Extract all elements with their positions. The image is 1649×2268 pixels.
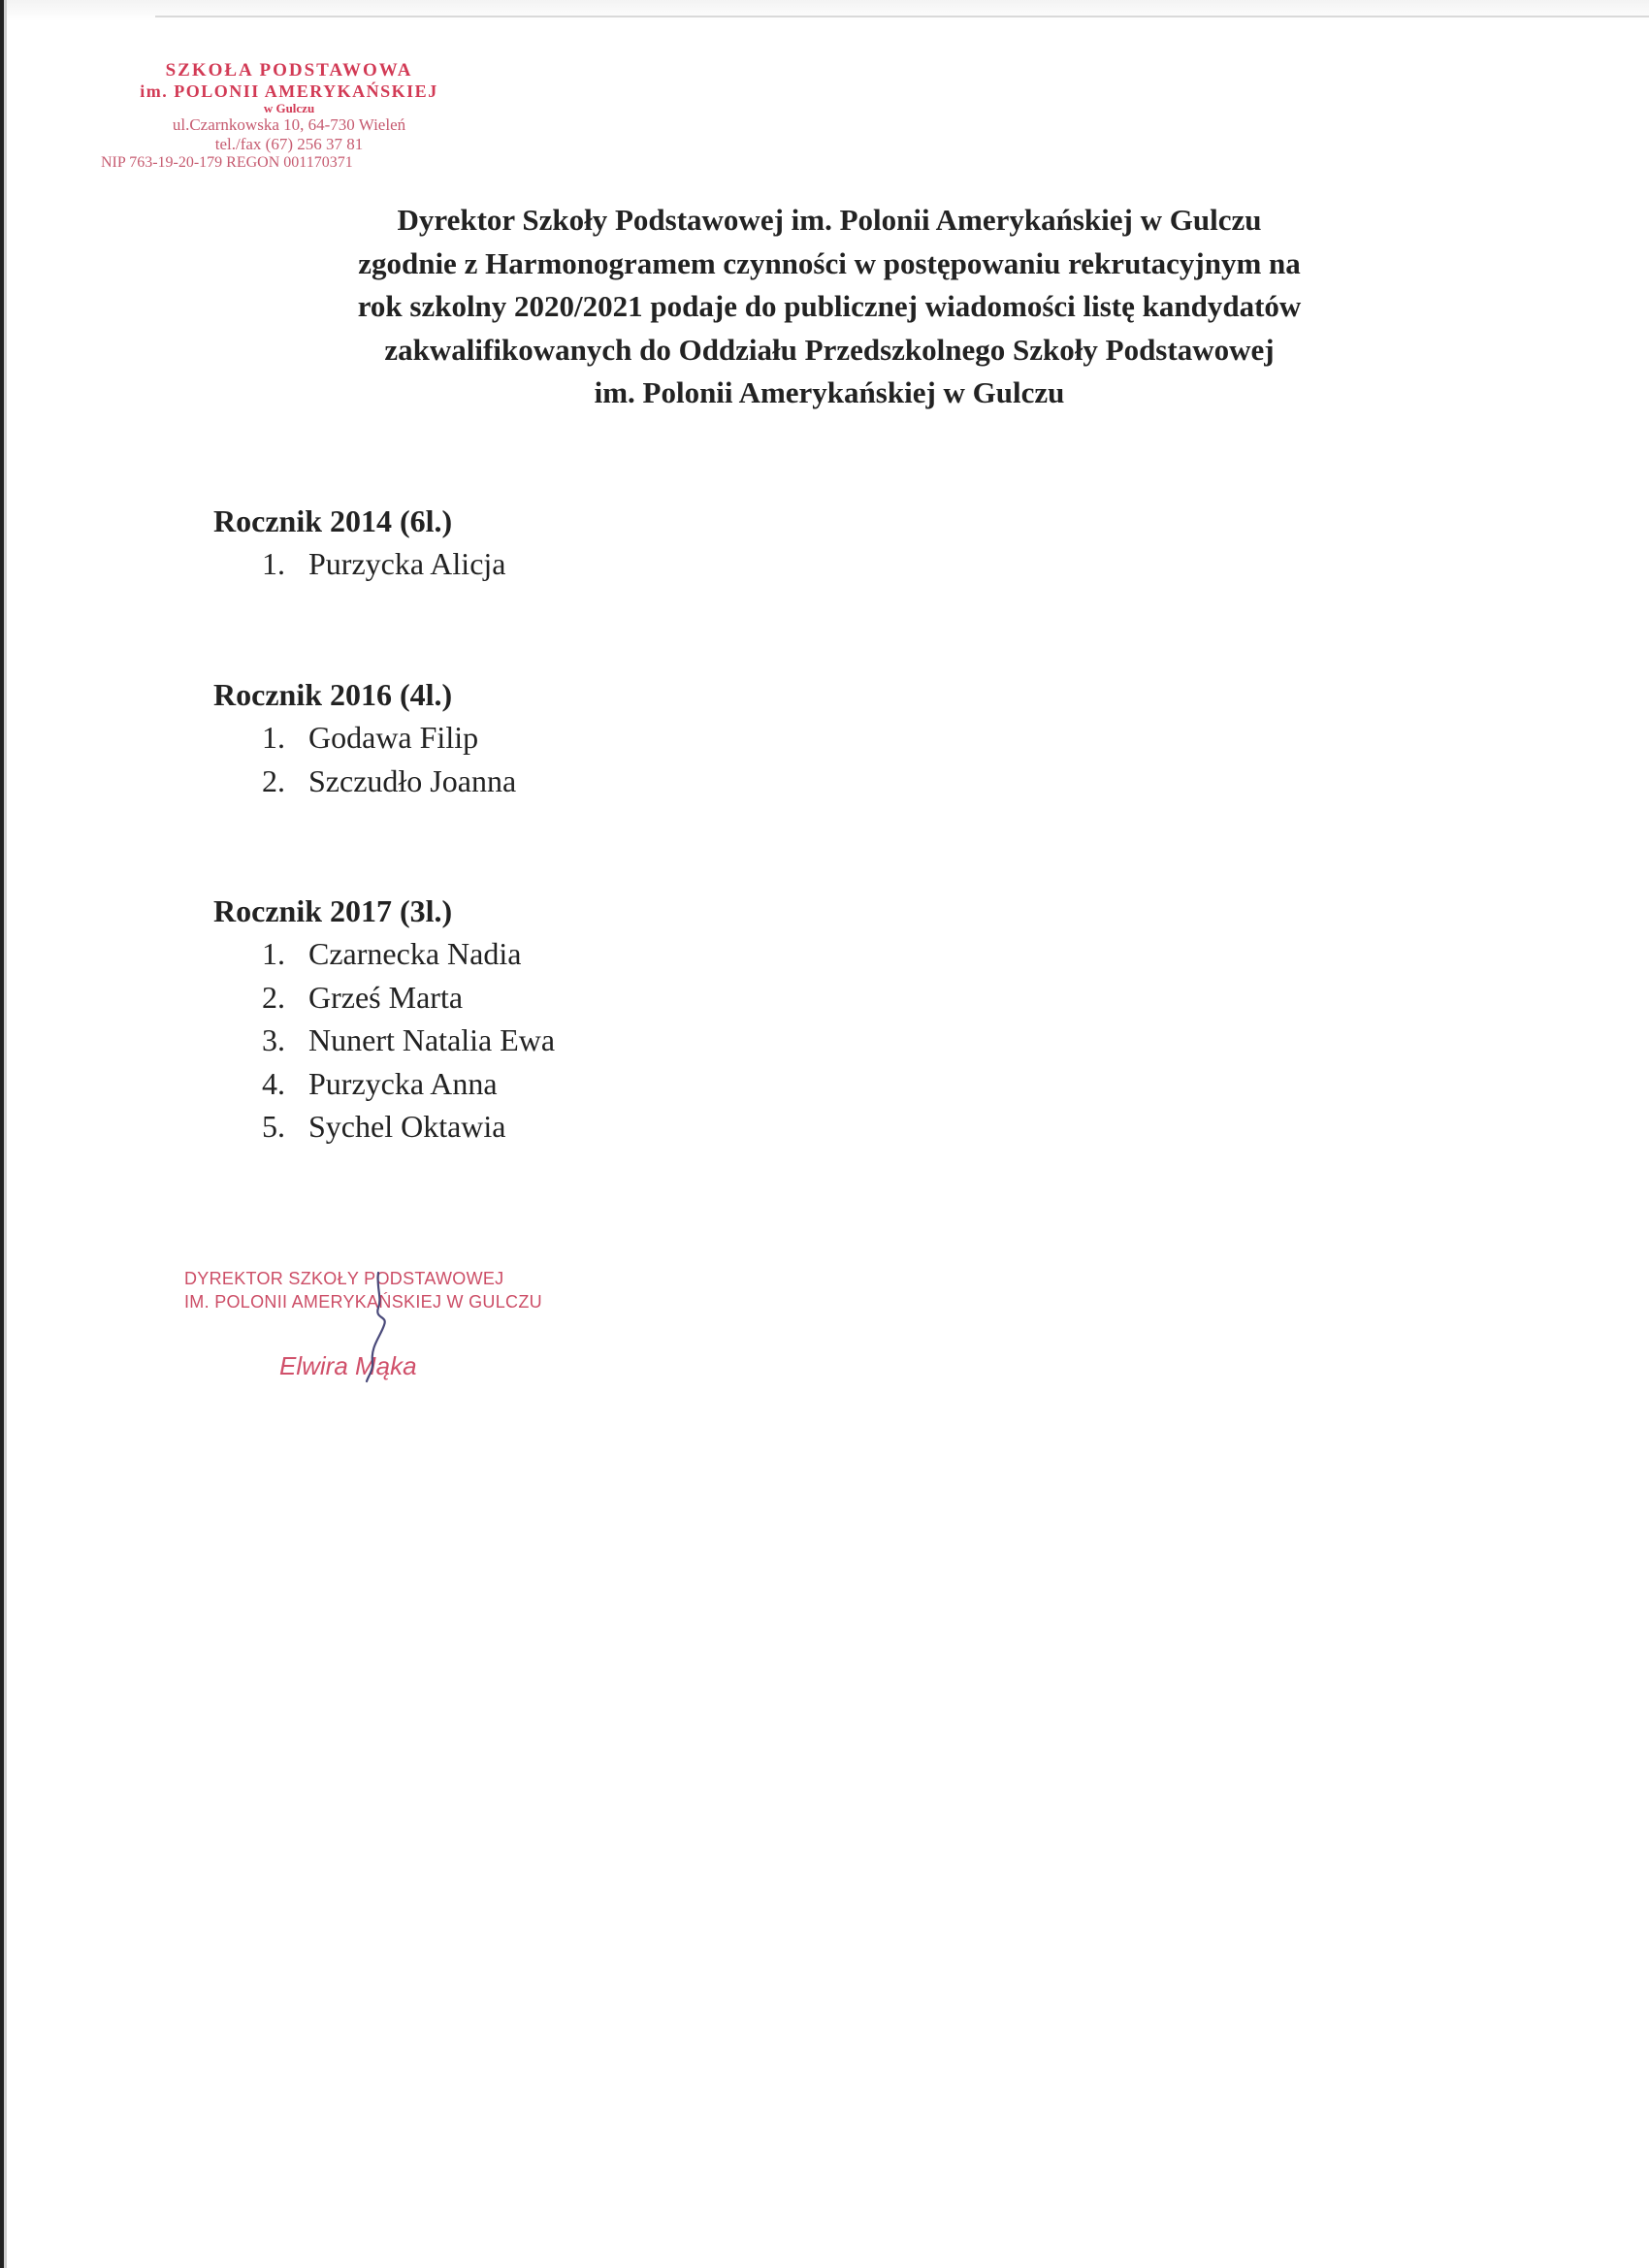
- candidate-name: Godawa Filip: [308, 720, 479, 755]
- school-stamp: [101, 60, 473, 172]
- list-item: [213, 976, 555, 1020]
- section-title: Rocznik 2017 (3l.): [213, 893, 453, 928]
- stamp-school-patron: im. POLONII AMERYKAŃSKIEJ: [140, 81, 438, 101]
- candidate-list: [213, 542, 505, 586]
- list-item: [213, 1019, 555, 1062]
- candidate-name: Szczudło Joanna: [308, 762, 517, 798]
- signature-stamp-line2: IM. POLONII AMERYKAŃSKIEJ W GULCZU: [184, 1292, 542, 1312]
- director-name: Elwira Mąka: [279, 1351, 417, 1380]
- heading-line: rok szkolny 2020/2021 podaje do publicznej wiadomości listę kandydatów: [357, 289, 1302, 323]
- candidate-name: Grześ Marta: [308, 979, 464, 1015]
- candidate-name: Purzycka Anna: [308, 1065, 498, 1101]
- list-item: [213, 760, 516, 803]
- handwritten-signature-icon: [349, 1269, 407, 1385]
- heading-line: zakwalifikowanych do Oddziału Przedszkolnego Szkoły Podstawowej: [384, 332, 1275, 367]
- list-item: [213, 1105, 555, 1149]
- candidate-name: Nunert Natalia Ewa: [308, 1022, 556, 1058]
- candidate-list: [213, 716, 516, 802]
- section-rocznik-2014: [213, 500, 505, 586]
- item-number: 2.: [262, 979, 285, 1015]
- stamp-town: w Gulczu: [263, 100, 315, 115]
- item-number: 1.: [262, 936, 285, 971]
- stamp-tax-ids: NIP 763-19-20-179 REGON 001170371: [101, 153, 353, 171]
- section-rocznik-2016: [213, 673, 516, 802]
- list-item: [213, 716, 516, 760]
- section-title: Rocznik 2014 (6l.): [213, 503, 453, 538]
- list-item: [213, 932, 555, 976]
- scan-left-edge-shadow: [4, 0, 7, 2268]
- heading-line: Dyrektor Szkoły Podstawowej im. Polonii Amerykańskiej w Gulczu: [397, 203, 1262, 237]
- heading-line: zgodnie z Harmonogramem czynności w postępowaniu rekrutacyjnym na: [358, 245, 1301, 280]
- item-number: 2.: [262, 762, 285, 798]
- section-rocznik-2017: [213, 890, 555, 1149]
- item-number: 3.: [262, 1022, 285, 1058]
- candidate-list: [213, 932, 555, 1149]
- item-number: 1.: [262, 546, 285, 581]
- scan-top-edge: [0, 0, 1649, 21]
- item-number: 1.: [262, 720, 285, 755]
- director-signature-stamp: [184, 1269, 572, 1381]
- candidate-name: Purzycka Alicja: [308, 546, 506, 581]
- list-item: [213, 1062, 555, 1106]
- document-heading: [204, 199, 1455, 415]
- stamp-school-name: SZKOŁA PODSTAWOWA: [165, 60, 413, 81]
- stamp-address: ul.Czarnkowska 10, 64-730 Wieleń: [172, 115, 406, 135]
- item-number: 5.: [262, 1109, 285, 1145]
- signature-stamp-line1: DYREKTOR SZKOŁY PODSTAWOWEJ: [184, 1269, 504, 1288]
- item-number: 4.: [262, 1065, 285, 1101]
- candidate-name: Czarnecka Nadia: [308, 936, 522, 971]
- candidate-name: Sychel Oktawia: [308, 1109, 506, 1145]
- heading-line: im. Polonii Amerykańskiej w Gulczu: [594, 375, 1065, 409]
- section-title: Rocznik 2016 (4l.): [213, 677, 453, 712]
- list-item: [213, 542, 505, 586]
- stamp-phone: tel./fax (67) 256 37 81: [214, 135, 364, 154]
